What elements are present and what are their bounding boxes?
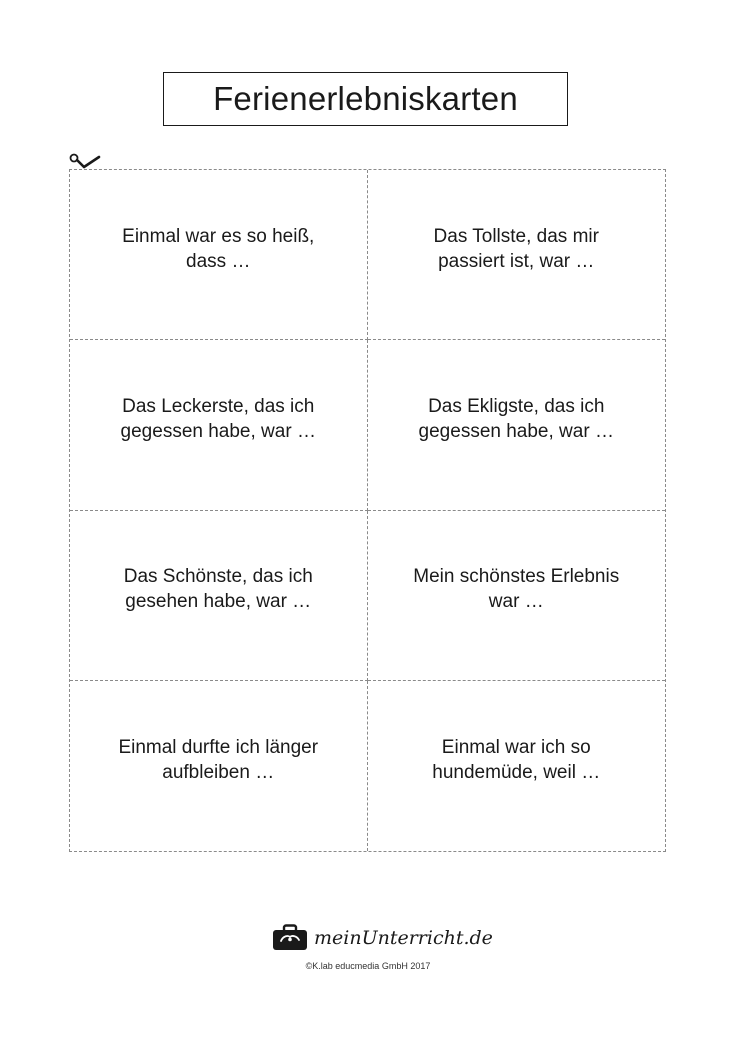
card-3 [70, 340, 368, 510]
card-6 [368, 511, 666, 681]
card-2 [368, 170, 666, 340]
card-text: Einmal durfte ich länger aufbleiben … [118, 736, 319, 783]
card-text: Mein schönstes Erlebnis war … [413, 566, 620, 613]
card-8 [368, 681, 666, 851]
card-7 [70, 681, 368, 851]
brand-name: meinUnterricht.de [314, 926, 493, 949]
page-title-box [163, 72, 568, 126]
card-4 [368, 340, 666, 510]
card-grid [69, 169, 666, 852]
card-1 [70, 170, 368, 340]
page-title: Ferienerlebniskarten [213, 80, 518, 117]
card-text: Das Ekligste, das ich gegessen habe, war … [418, 395, 614, 442]
card-text: Das Leckerste, das ich gegessen habe, war … [120, 395, 316, 442]
copyright-text: ©K.lab educmedia GmbH 2017 [305, 961, 431, 971]
briefcase-icon [272, 924, 308, 951]
brand-logo [272, 924, 493, 951]
card-text: Einmal war es so heiß, dass … [122, 225, 315, 272]
card-text: Das Tollste, das mir passiert ist, war … [433, 225, 599, 272]
card-text: Das Schönste, das ich gesehen habe, war … [123, 566, 313, 613]
card-text: Einmal war ich so hundemüde, weil … [432, 736, 601, 783]
card-5 [70, 511, 368, 681]
